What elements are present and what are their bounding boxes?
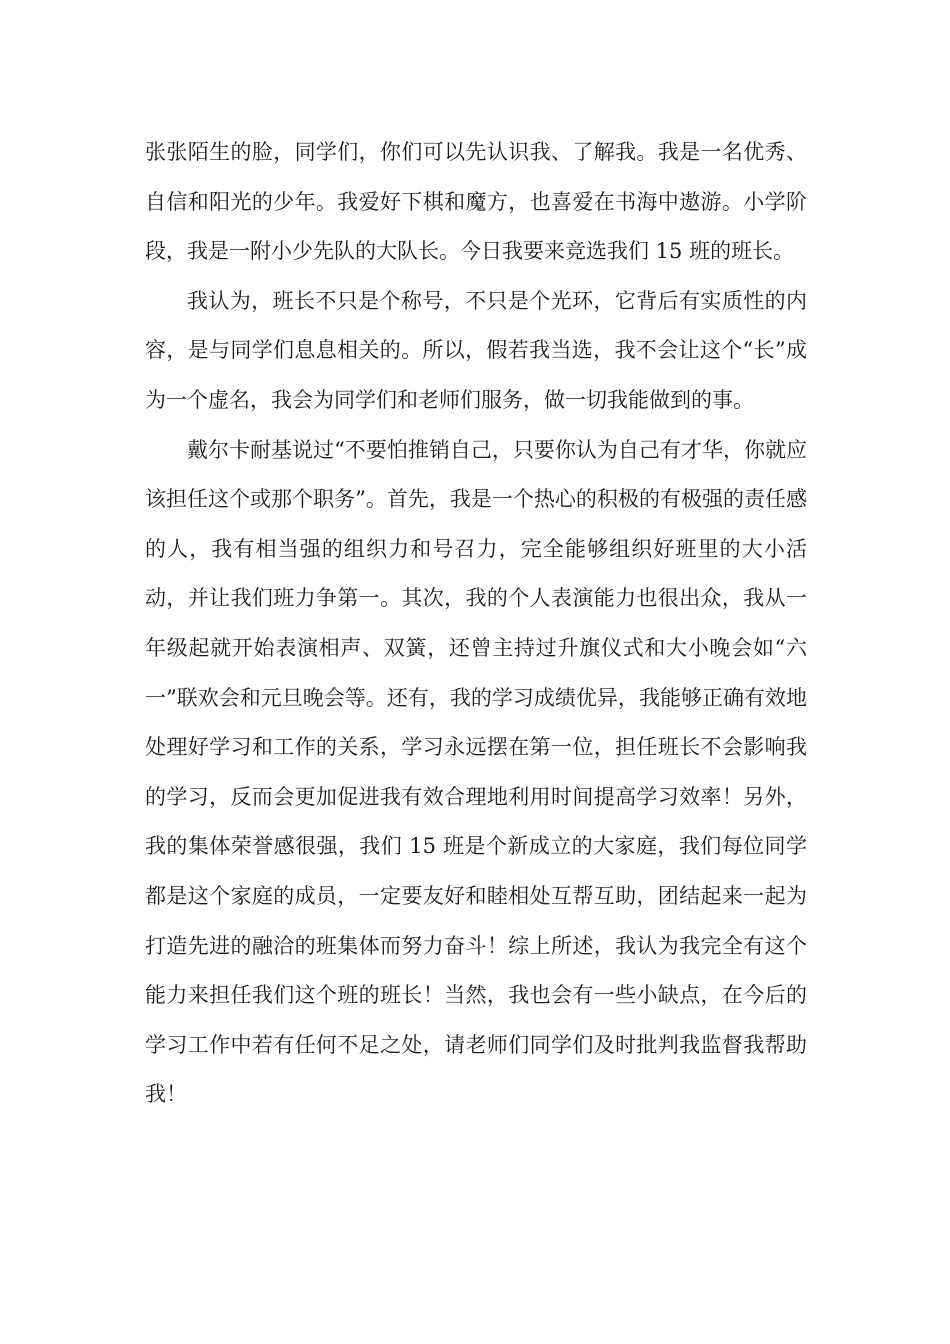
paragraph-2: 我认为，班长不只是个称号，不只是个光环，它背后有实质性的内容，是与同学们息息相关的。所以，假若我当选，我不会让这个“长”成为一个虚名，我会为同学们和老师们服务，做一切我能做到的事。 [145,288,807,412]
document-body [145,128,807,1120]
paragraph-3: 戴尔卡耐基说过“不要怕推销自己，只要你认为自己有才华，你就应该担任这个或那个职务”。首先，我是一个热心的积极的有极强的责任感的人，我有相当强的组织力和号召力，完全能够组织好班里的大小活动，并让我们班力争第一。其次，我的个人表演能力也很出众，我从一年级起就开始表演相声、双簧，还曾主持过升旗仪式和大小晚会如“六一”联欢会和元旦晚会等。还有，我的学习成绩优异，我能够正确有效地处理好学习和工作的关系，学习永远摆在第一位，担任班长不会影响我的学习，反而会更加促进我有效合理地利用时间提高学习效率！另外，我的集体荣誉感很强，我们 15 班是个新成立的大家庭，我们每位同学都是这个家庭的成员，一定要友好和睦相处互帮互助，团结起来一起为打造先进的融洽的班集体而努力奋斗！综上所述，我认为我完全有这个能力来担任我们这个班的班长！当然，我也会有一些小缺点，在今后的学习工作中若有任何不足之处，请老师们同学们及时批判我监督我帮助我！ [145,437,807,1107]
paragraph-1: 张张陌生的脸，同学们，你们可以先认识我、了解我。我是一名优秀、自信和阳光的少年。我爱好下棋和魔方，也喜爱在书海中遨游。小学阶段，我是一附小少先队的大队长。今日我要来竞选我们 15 班的班长。 [145,140,807,264]
